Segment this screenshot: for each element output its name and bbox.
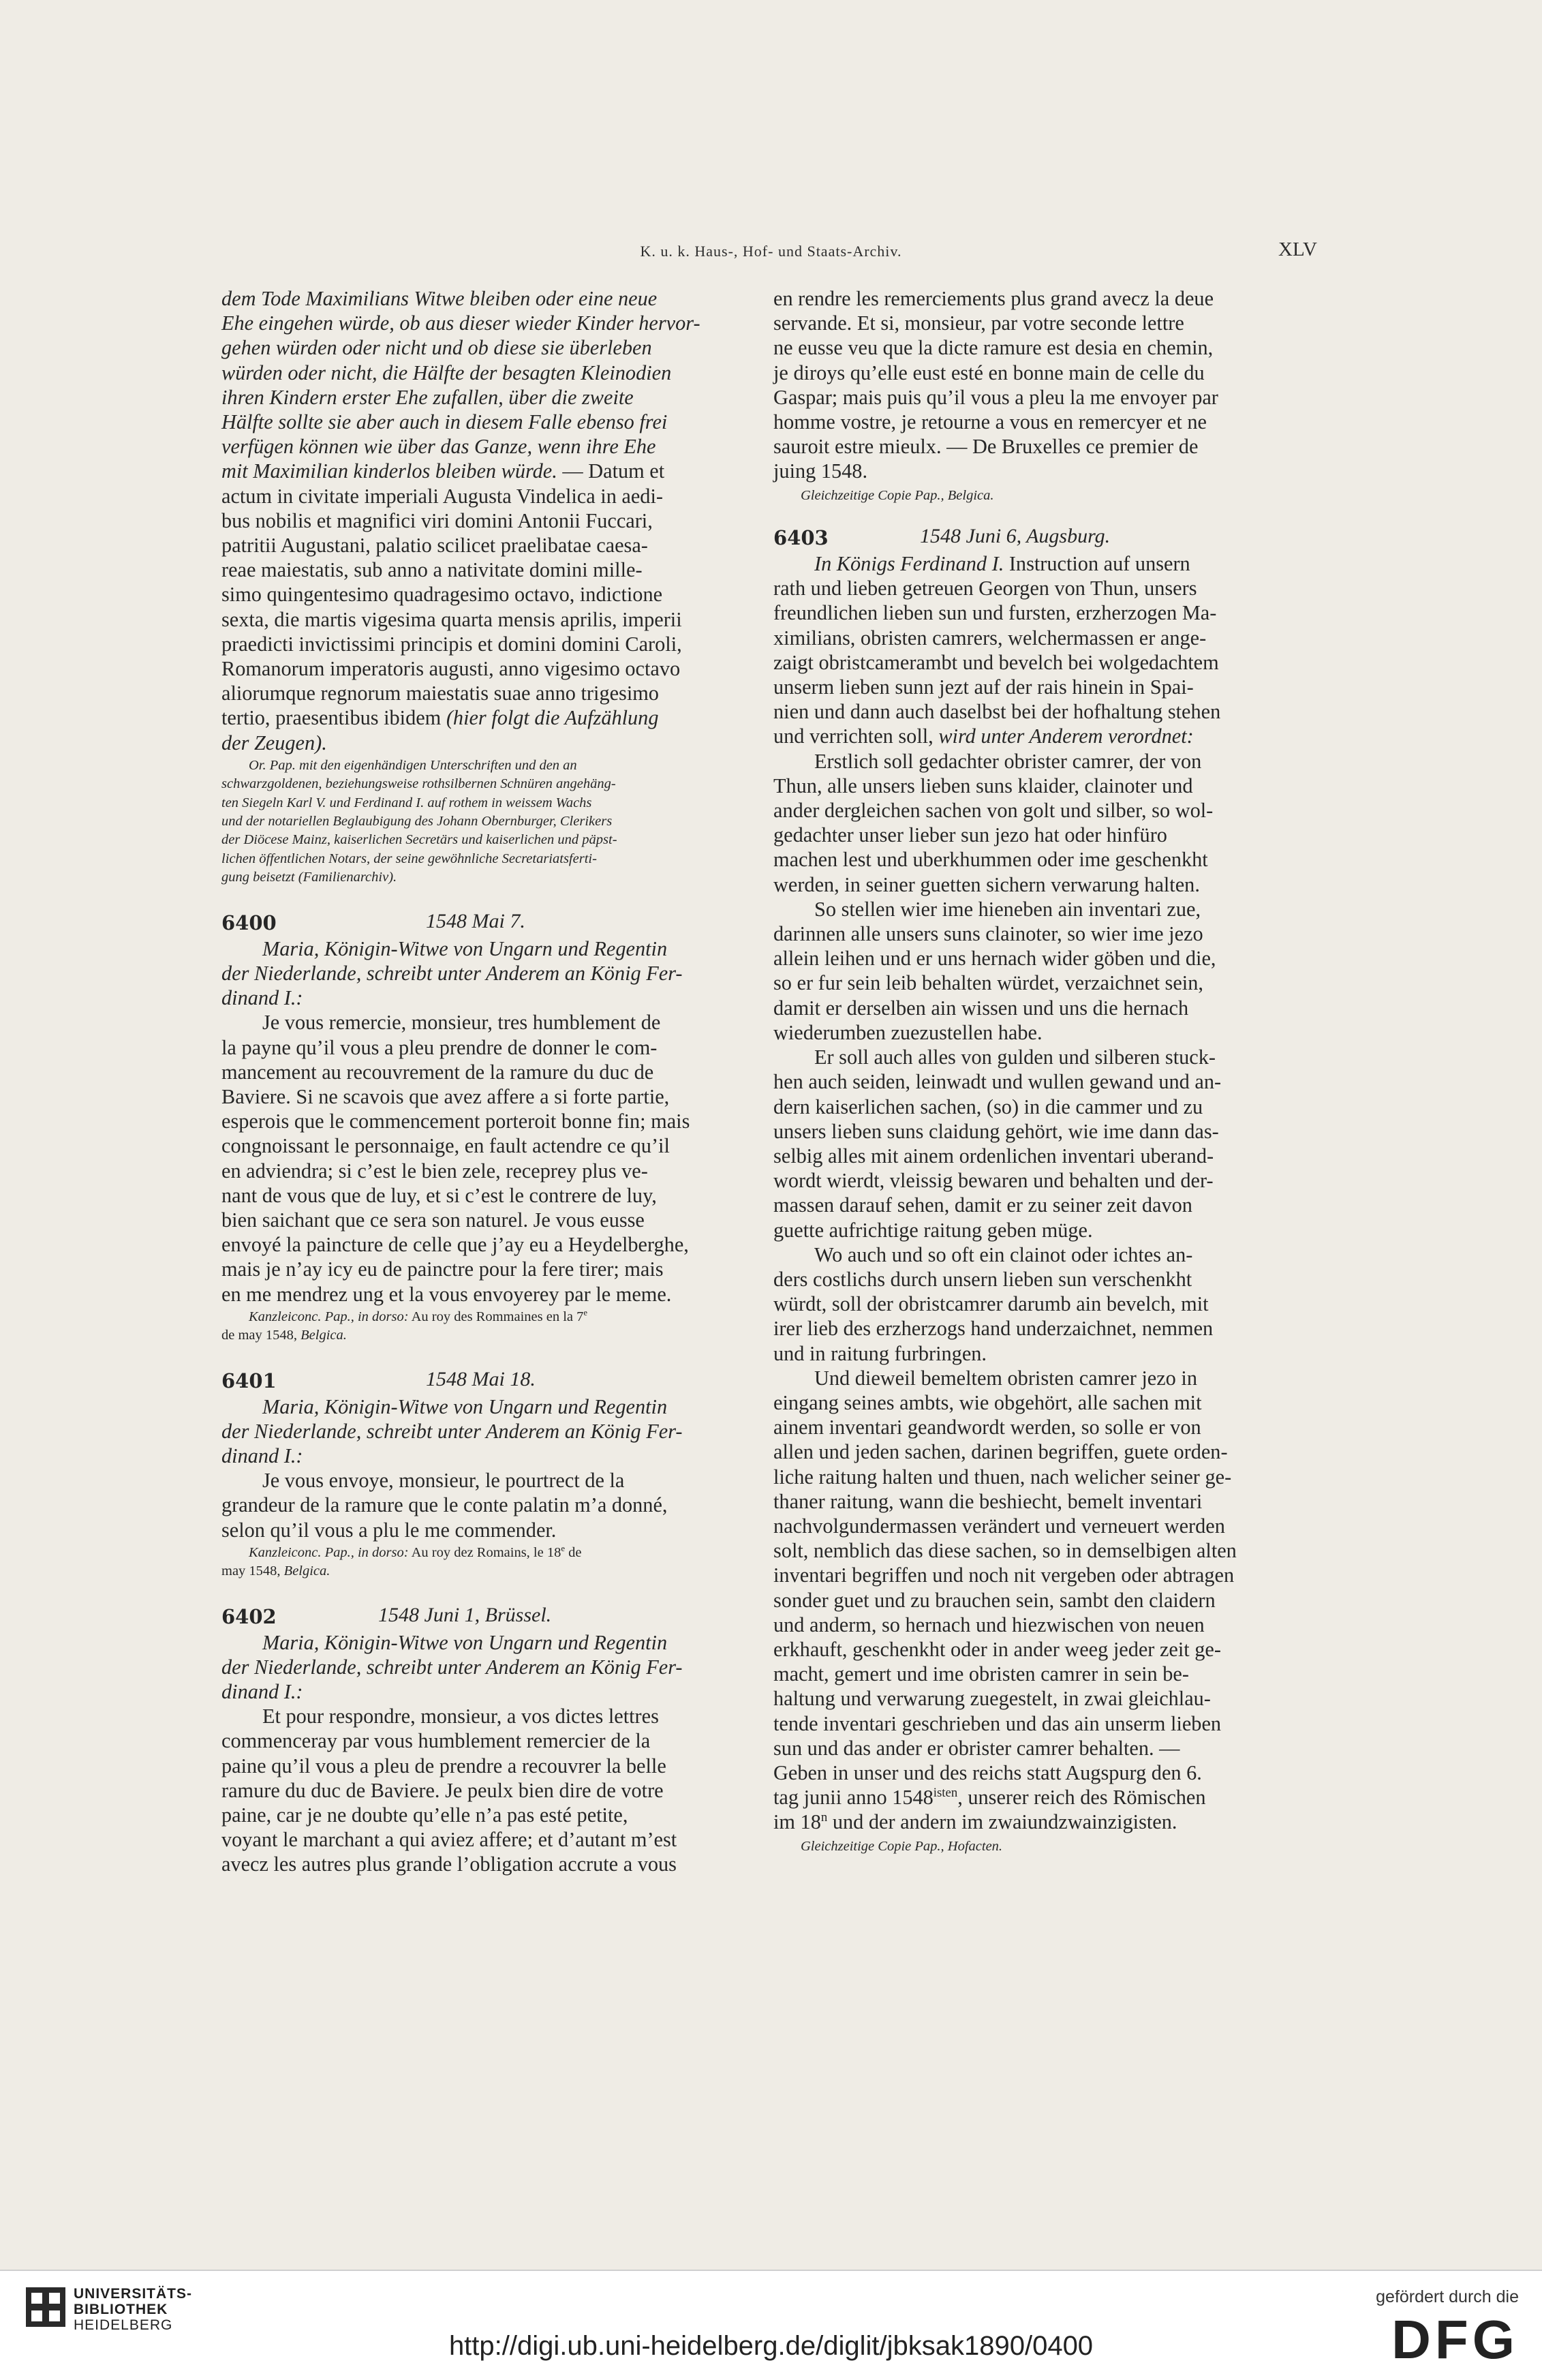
instruction-line: damit er derselben ain wissen und uns die hernach xyxy=(773,996,1189,1020)
note-line: und der notariellen Beglaubigung des Johann Obernburger, Clerikers xyxy=(221,814,613,829)
continuation-line: en rendre les remerciements plus grand avecz la deue xyxy=(773,287,1214,310)
instruction-line: ders costlichs durch unsern lieben sun verschenkht xyxy=(773,1267,1192,1291)
entry-text-line: bien saichant que ce sera son naturel. Je vous eusse xyxy=(221,1208,645,1232)
instruction-line: solt, nemblich das diese sachen, so in demselbigen alten xyxy=(773,1539,1237,1563)
summary-italic: In Königs Ferdinand I. xyxy=(814,552,1004,576)
entry-text-line: grandeur de la ramure que le conte palatin m’a donné, xyxy=(221,1493,668,1517)
entry-text-line: ramure du duc de Baviere. Je peulx bien dire de votre xyxy=(221,1778,664,1802)
continuation-line: homme vostre, je retourne a vous en remercyer et ne xyxy=(773,410,1207,434)
continuation-line: sauroit estre mieulx. — De Bruxelles ce premier de xyxy=(773,435,1199,459)
instruction-line: Geben in unser und des reichs statt Augspurg den 6. xyxy=(773,1760,1202,1784)
closing-line-1 xyxy=(773,1785,1295,1810)
entry-text-line: en adviendra; si c’est le bien zele, receprey plus ve- xyxy=(221,1159,648,1183)
intro-final-italic: wird unter Anderem verordnet: xyxy=(938,724,1194,748)
entry-number: 6402 xyxy=(221,1604,277,1628)
instruction-line: eingang seines ambts, wie obgehört, alle sachen mit xyxy=(773,1390,1202,1414)
entry-text-line: Baviere. Si ne scavois que avez affere a si forte partie, xyxy=(221,1084,670,1108)
entry-summary xyxy=(773,551,1295,576)
instruction-line: würdt, soll der obristcamrer darumb ain bevelch, mit xyxy=(773,1292,1209,1316)
running-header xyxy=(225,239,1317,269)
entry-header xyxy=(221,1367,760,1394)
latin-line: Romanorum imperatoris augusti, anno vigesimo octavo xyxy=(221,657,681,681)
entry-text-line: en me mendrez ung et la vous envoyerey par le meme. xyxy=(221,1282,672,1306)
latin-line: reae maiestatis, sub anno a nativitate domini mille- xyxy=(221,558,643,582)
entry-text-line: mais je n’ay icy eu de painctre pour la fere tirer; mais xyxy=(221,1257,664,1281)
entry-summary-line: der Niederlande, schreibt unter Anderem an König Fer- xyxy=(221,1655,683,1679)
instruction-line: ximilians, obristen camrers, welchermassen er ange- xyxy=(773,626,1207,650)
viewer-footer xyxy=(0,2270,1542,2380)
entry-text-line: commenceray par vous humblement remercier de la xyxy=(221,1729,651,1753)
closing-sup: isten xyxy=(933,1786,958,1801)
intro-final-roman: und verrichten soll, xyxy=(773,724,939,748)
note-line: schwarzgoldenen, beziehungsweise rothsilbernen Schnüren angehäng- xyxy=(221,776,616,792)
instruction-line: irer lieb des erzherzogs hand underzaichnet, nemmen xyxy=(773,1317,1214,1341)
instruction-intro xyxy=(773,576,1295,699)
instruction-line: selbig alles mit ainem ordenlichen inventari uberand- xyxy=(773,1144,1214,1168)
intro-last-line xyxy=(221,459,760,483)
entry-number: 6401 xyxy=(221,1369,277,1392)
instruction-line: ander dergleichen sachen von golt und silber, so wol- xyxy=(773,799,1214,823)
instruction-line: werden, in seiner guetten sichern verwarung halten. xyxy=(773,872,1200,896)
intro-line: Ehe eingehen würde, ob aus dieser wieder Kinder hervor- xyxy=(221,311,700,335)
entry-summary-line: Maria, Königin-Witwe von Ungarn und Regentin xyxy=(262,1394,668,1418)
intro-last-roman: — Datum et xyxy=(557,459,665,483)
entry-summary-line: der Niederlande, schreibt unter Anderem an König Fer- xyxy=(221,961,683,985)
intro-line: verfügen können wie über das Ganze, wenn ihre Ehe xyxy=(221,435,656,459)
instruction-line: Thun, alle unsers lieben suns klaider, clainoter und xyxy=(773,774,1193,797)
instruction-line: massen darauf sehen, damit er zu seiner zeit davon xyxy=(773,1193,1192,1217)
instruction-line: darinnen alle unsers suns clainoter, so wier ime jezo xyxy=(773,922,1203,946)
latin-line: simo quingentesimo quadragesimo octavo, indictione xyxy=(221,583,663,607)
instruction-line: wordt wierdt, vleissig bewaren und behalten und der- xyxy=(773,1169,1214,1193)
page-number: XLV xyxy=(1278,239,1317,260)
latin-block xyxy=(221,484,760,706)
entry-source-note-line2: de may 1548, Belgica. xyxy=(221,1328,347,1343)
instruction-line: rath und lieben getreuen Georgen von Thun, unsers xyxy=(773,577,1197,600)
note-line: der Diöcese Mainz, kaiserlichen Secretärs und kaiserlichen und päpst- xyxy=(221,832,617,848)
intro-italic-block xyxy=(221,286,760,459)
instruction-line: Erstlich soll gedachter obrister camrer, der von xyxy=(814,749,1202,773)
left-column xyxy=(221,286,760,1877)
entry-summary-line: der Niederlande, schreibt unter Anderem an König Fer- xyxy=(221,1419,683,1443)
entry-source-note: Kanzleiconc. Pap., in dorso: Au roy dez Romains, le 18e de xyxy=(249,1543,582,1560)
instruction-line: hen auch seiden, leinwadt und wullen gewand und an- xyxy=(773,1070,1222,1094)
closing-line-2 xyxy=(773,1810,1295,1834)
logo-line: UNIVERSITÄTS- xyxy=(74,2286,193,2302)
instruction-line: unsers lieben suns claidung gehört, wie ime dann das- xyxy=(773,1119,1219,1143)
continuation-block xyxy=(773,286,1295,484)
entry-text-line: voyant le marchant a qui aviez affere; et d’autant m’est xyxy=(221,1828,677,1852)
entry-text-line: avecz les autres plus grande l’obligation accrute a vous xyxy=(221,1852,677,1876)
instruction-line: allein leihen und er uns hernach wider göben und die, xyxy=(773,947,1216,971)
entry-text-line: la payne qu’il vous a pleu prendre de donner le com- xyxy=(221,1035,658,1059)
note-line: Or. Pap. mit den eigenhändigen Unterschriften und den an xyxy=(249,757,577,773)
entry-text-line: selon qu’il vous a plu le me commender. xyxy=(221,1518,557,1542)
instruction-line: So stellen wier ime hieneben ain inventari zue, xyxy=(814,897,1201,921)
instruction-line: erkhauft, geschenkht oder in ander weeg jeder zeit ge- xyxy=(773,1637,1221,1661)
entry-note: Gleichzeitige Copie Pap., Hofacten. xyxy=(801,1838,1003,1854)
entry-text-line: paine, car je ne doubte qu’elle n’a pas esté petite, xyxy=(221,1803,628,1827)
intro-final-line xyxy=(773,724,1295,748)
latin-line: aliorumque regnorum maiestatis suae anno trigesimo xyxy=(221,682,659,705)
entry-header xyxy=(221,1603,760,1630)
university-logo-text[interactable] xyxy=(74,2286,192,2333)
intro-line: gehen würden oder nicht und ob diese sie überleben xyxy=(221,336,652,360)
running-title: K. u. k. Haus-, Hof- und Staats-Archiv. xyxy=(640,243,902,260)
entry-summary-line: dinand I.: xyxy=(221,986,303,1010)
latin-last-italic: (hier folgt die Aufzählung xyxy=(446,706,659,730)
intro-line: dem Tode Maximilians Witwe bleiben oder eine neue xyxy=(221,287,658,310)
instruction-line: gedachter unser lieber sun jezo hat oder hinfüro xyxy=(773,823,1167,847)
entry-text-line: mancement au recouvrement de la ramure du duc de xyxy=(221,1060,654,1084)
instruction-line: Wo auch und so oft ein clainot oder ichtes an- xyxy=(814,1242,1193,1266)
dfg-logo[interactable]: DFG xyxy=(1391,2309,1519,2370)
entry-text-line: envoyé la paincture de celle que j’ay eu a Heydelberghe, xyxy=(221,1233,689,1257)
closing-d: und der andern im zwaiundzwainzigisten. xyxy=(827,1810,1177,1834)
instruction-line: zaigt obristcamerambt und bevelch bei wolgedachtem xyxy=(773,650,1219,674)
closing-a: tag junii anno 1548 xyxy=(773,1786,934,1810)
entry-number: 6403 xyxy=(773,526,829,550)
instruction-line: wiederumben zuezustellen habe. xyxy=(773,1020,1043,1044)
source-note xyxy=(221,758,760,886)
summary-roman: Instruction auf unsern xyxy=(1004,552,1190,576)
instruction-line: und in raitung furbringen. xyxy=(773,1341,987,1365)
entry-text-line: paine qu’il vous a pleu de prendre a recouvrer la belle xyxy=(221,1754,666,1778)
entry-text-line: esperois que le commencement porteroit bonne fin; mais xyxy=(221,1110,690,1133)
entry-date: 1548 Juni 6, Augsburg. xyxy=(920,525,1111,548)
instruction-line: machen lest und uberkhummen oder ime geschenkht xyxy=(773,848,1208,872)
closing-c: im 18 xyxy=(773,1810,821,1834)
intro-line: ihren Kindern erster Ehe zufallen, über die zweite xyxy=(221,385,634,409)
instruction-line: ainem inventari geandwordt werden, so solle er von xyxy=(773,1416,1201,1439)
instruction-line: und anderm, so hernach und hiezwischen von neuen xyxy=(773,1613,1205,1636)
latin-last-roman: tertio, praesentibus ibidem xyxy=(221,706,446,730)
instruction-line: macht, gemert und ime obristen camrer in sein be- xyxy=(773,1662,1189,1686)
latin-line: patritii Augustani, palatio scilicet praelibatae caesa- xyxy=(221,534,648,558)
entry-number: 6400 xyxy=(221,911,277,934)
intro-line: würden oder nicht, die Hälfte der besagten Kleinodien xyxy=(221,361,672,384)
entry-text-line: Je vous remercie, monsieur, tres humblement de xyxy=(262,1011,661,1035)
instruction-line: haltung und verwarung zuegestelt, in zwai gleichlau- xyxy=(773,1687,1211,1711)
instruction-line: Und dieweil bemeltem obristen camrer jezo in xyxy=(814,1366,1197,1390)
note-line: lichen öffentlichen Notars, der seine gewöhnliche Secretariatsferti- xyxy=(221,851,597,866)
entry-header-6403 xyxy=(773,524,1295,551)
instruction-line: so er fur sein leib behalten würdet, verzaichnet sein, xyxy=(773,971,1203,995)
logo-line: BIBLIOTHEK xyxy=(74,2302,168,2317)
entry-text-line: congnoissant le personnaige, en fault actendre ce qu’il xyxy=(221,1134,670,1158)
instruction-line: tende inventari geschrieben und das ain unserm lieben xyxy=(773,1711,1222,1735)
entry-source-note-line2: may 1548, Belgica. xyxy=(221,1563,330,1579)
instruction-line: allen und jeden sachen, darinen begriffen, guete orden- xyxy=(773,1440,1228,1464)
right-column xyxy=(773,286,1295,1855)
latin-last-line xyxy=(221,705,760,730)
continuation-line: Gaspar; mais puis qu’il vous a pleu la me envoyer par xyxy=(773,385,1218,409)
latin-final-line: der Zeugen). xyxy=(221,731,327,754)
instruction-line: inventari begriffen und noch nit vergeben oder abtragen xyxy=(773,1563,1235,1587)
entry-header xyxy=(221,909,760,936)
continuation-line: juing 1548. xyxy=(773,459,868,483)
instruction-line: nachvolgundermassen verändert und verneuert werden xyxy=(773,1514,1225,1538)
instruction-line: sonder guet und zu brauchen sein, sambt den claidern xyxy=(773,1588,1216,1612)
instruction-line: thaner raitung, wann die beshiecht, bemelt inventari xyxy=(773,1489,1203,1513)
continuation-line: servande. Et si, monsieur, par votre seconde lettre xyxy=(773,311,1184,335)
latin-line: bus nobilis et magnifici viri domini Antonii Fuccari, xyxy=(221,508,653,532)
instruction-line: Er soll auch alles von gulden und silberen stuck- xyxy=(814,1046,1216,1069)
entry-text-line: nant de vous que de luy, et si c’est le contrere de luy, xyxy=(221,1183,657,1207)
entry-date: 1548 Mai 18. xyxy=(426,1367,536,1390)
entry-text-line: Et pour respondre, monsieur, a vos dictes lettres xyxy=(262,1705,659,1728)
permalink-url[interactable]: http://digi.ub.uni-heidelberg.de/diglit/jbksak1890/0400 xyxy=(448,2331,1094,2361)
instruction-line: freundlichen lieben sun und fursten, erzherzogen Ma- xyxy=(773,601,1217,625)
continuation-line: je diroys qu’elle eust esté en bonne main de celle du xyxy=(773,361,1205,384)
instruction-line: guette aufrichtige raitung geben müge. xyxy=(773,1218,1093,1242)
instruction-paragraphs xyxy=(773,749,1295,1786)
instruction-line: unserm lieben sunn jezt auf der rais hinein in Spai- xyxy=(773,675,1194,699)
note-line: gung beisetzt (Familienarchiv). xyxy=(221,870,397,885)
entry-summary-line: dinand I.: xyxy=(221,1444,303,1467)
entry-summary-line: Maria, Königin-Witwe von Ungarn und Regentin xyxy=(262,936,668,960)
continuation-line: ne eusse veu que la dicte ramure est desia en chemin, xyxy=(773,336,1214,360)
entry-source-note: Kanzleiconc. Pap., in dorso: Au roy des Rommaines en la 7e xyxy=(249,1307,588,1324)
entry-date: 1548 Juni 1, Brüssel. xyxy=(378,1603,552,1626)
note-line: ten Siegeln Karl V. und Ferdinand I. auf rothem in weissem Wachs xyxy=(221,795,592,810)
logo-line: HEIDELBERG xyxy=(74,2317,173,2333)
latin-line: sexta, die martis vigesima quarta mensis aprilis, imperii xyxy=(221,607,682,631)
continuation-note: Gleichzeitige Copie Pap., Belgica. xyxy=(801,487,994,503)
entry-text-line: Je vous envoye, monsieur, le pourtrect de la xyxy=(262,1469,625,1493)
instruction-line: liche raitung halten und thuen, nach welicher seiner ge- xyxy=(773,1465,1232,1489)
intro-last-line: nien und dann auch daselbst bei der hofhaltung stehen xyxy=(773,700,1221,724)
latin-line: actum in civitate imperiali Augusta Vindelica in aedi- xyxy=(221,484,663,508)
entry-date: 1548 Mai 7. xyxy=(426,909,525,932)
intro-line: Hälfte sollte sie aber auch in diesem Falle ebenso frei xyxy=(221,410,668,434)
funding-label: gefördert durch die xyxy=(1376,2287,1519,2306)
entry-summary-line: Maria, Königin-Witwe von Ungarn und Regentin xyxy=(262,1630,668,1654)
entry-summary-line: dinand I.: xyxy=(221,1680,303,1703)
entries-list xyxy=(221,909,760,1877)
closing-sup2: n xyxy=(820,1810,828,1825)
closing-b: , unserer reich des Römischen xyxy=(957,1786,1206,1810)
instruction-line: sun und das ander er obrister camrer behalten. — xyxy=(773,1736,1180,1760)
instruction-line: dern kaiserlichen sachen, (so) in die cammer und zu xyxy=(773,1095,1203,1118)
latin-line: praedicti invictissimi principis et domini domini Caroli, xyxy=(221,632,682,656)
university-logo-icon[interactable] xyxy=(26,2287,65,2327)
intro-last-italic: mit Maximilian kinderlos bleiben würde. xyxy=(221,459,557,483)
